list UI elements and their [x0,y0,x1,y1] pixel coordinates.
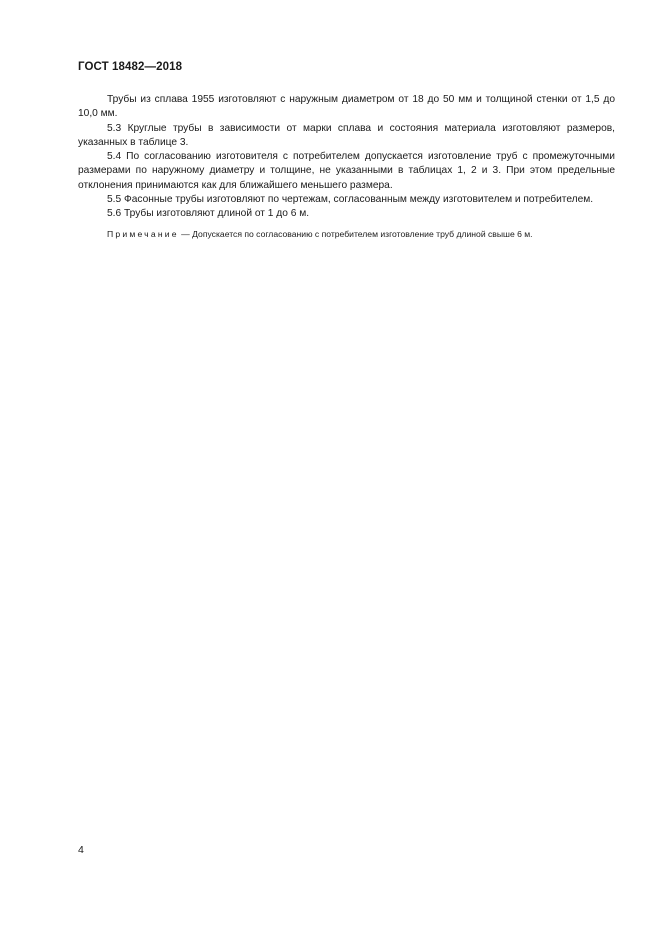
note [78,228,615,240]
page-number: 4 [78,844,84,856]
paragraph-pipe-alloy-1955: Трубы из сплава 1955 изготовляют с наружным диаметром от 18 до 50 мм и толщиной стенки от 1,5 до 10,0 мм. [78,94,615,120]
document-body [78,93,615,240]
paragraph-5-3: 5.3 Круглые трубы в зависимости от марки сплава и состояния материала изготовляют размеров, указанных в таблице 3. [78,122,615,148]
note-label: Примечание [107,228,179,239]
paragraph-5-4: 5.4 По согласованию изготовителя с потребителем допускается изготовление труб с промежуточными размерами по наружному диаметру и толщине, не указанными в таблицах 1, 2 и 3. При этом предельные отклонения принимаются как для ближайшего меньшего размера. [78,151,615,191]
paragraph-5-5: 5.5 Фасонные трубы изготовляют по чертежам, согласованным между изготовителем и потребителем. [107,194,594,206]
note-text: — Допускается по согласованию с потребителем изготовление труб длиной свыше 6 м. [178,228,533,239]
paragraph-5-6: 5.6 Трубы изготовляют длиной от 1 до 6 м. [107,208,310,220]
document-header: ГОСТ 18482—2018 [78,61,183,73]
